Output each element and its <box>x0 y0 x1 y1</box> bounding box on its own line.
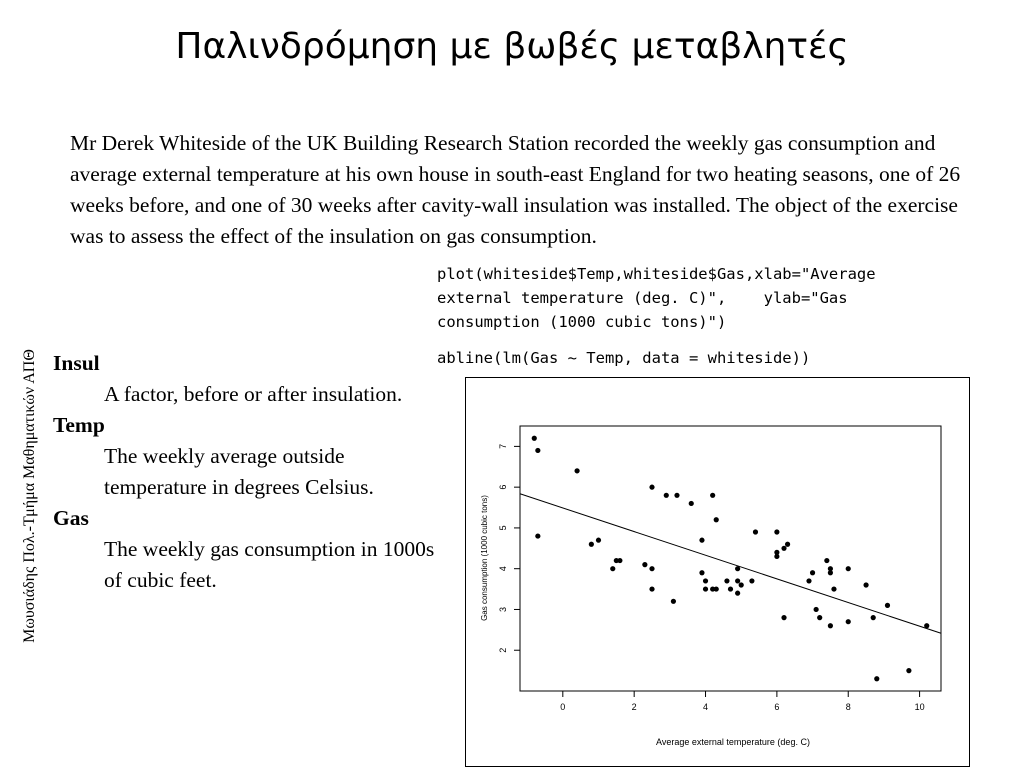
x-tick-label: 8 <box>845 702 851 712</box>
data-point <box>846 566 851 571</box>
data-point <box>846 619 851 624</box>
data-point <box>781 615 786 620</box>
data-point <box>806 578 811 583</box>
y-tick-label: 6 <box>498 484 508 490</box>
data-point <box>532 436 537 441</box>
data-point <box>739 582 744 587</box>
y-tick-label: 2 <box>498 647 508 653</box>
data-point <box>664 493 669 498</box>
data-point <box>781 546 786 551</box>
data-point <box>728 586 733 591</box>
data-point <box>535 448 540 453</box>
slide-title: Παλινδρόμηση με βωβές μεταβλητές <box>175 26 849 67</box>
data-point <box>649 566 654 571</box>
sidebar-author-note: Μωυσιάδης Πολ.-Τμήμα Μαθηματικών ΑΠΘ <box>21 349 38 643</box>
plot-frame <box>520 426 941 691</box>
data-point <box>642 562 647 567</box>
y-axis <box>498 444 520 653</box>
x-tick-label: 6 <box>774 702 780 712</box>
scatter-plot-panel <box>465 377 970 767</box>
data-point <box>724 578 729 583</box>
x-axis <box>560 691 924 712</box>
data-point <box>831 586 836 591</box>
data-points <box>532 436 930 682</box>
variable-term-insul: Insul <box>53 351 100 375</box>
data-point <box>671 599 676 604</box>
data-point <box>871 615 876 620</box>
data-point <box>885 603 890 608</box>
data-point <box>710 493 715 498</box>
data-point <box>714 586 719 591</box>
data-point <box>863 582 868 587</box>
data-point <box>828 623 833 628</box>
data-point <box>785 542 790 547</box>
data-point <box>689 501 694 506</box>
data-point <box>749 578 754 583</box>
data-point <box>828 570 833 575</box>
data-point <box>574 468 579 473</box>
y-axis-label: Gas consumption (1000 cubic tons) <box>480 495 489 621</box>
data-point <box>699 570 704 575</box>
data-point <box>814 607 819 612</box>
variable-list <box>53 348 443 596</box>
data-point <box>753 529 758 534</box>
data-point <box>735 578 740 583</box>
data-point <box>874 676 879 681</box>
data-point <box>824 558 829 563</box>
variable-desc-insul: A factor, before or after insulation. <box>104 382 403 406</box>
scatter-plot <box>466 378 969 766</box>
data-point <box>617 558 622 563</box>
data-point <box>714 517 719 522</box>
x-tick-label: 10 <box>914 702 925 712</box>
y-tick-label: 4 <box>498 566 508 572</box>
y-tick-label: 7 <box>498 443 508 449</box>
data-point <box>674 493 679 498</box>
code-plot-command: plot(whiteside$Temp,whiteside$Gas,xlab="Average external temperature (deg. C)", ylab="Gas consumption (1000 cubic tons)") <box>437 265 876 331</box>
variable-desc-temp: The weekly average outside temperature in degrees Celsius. <box>104 444 374 499</box>
variable-term-gas: Gas <box>53 506 89 530</box>
data-point <box>735 591 740 596</box>
data-point <box>810 570 815 575</box>
data-point <box>649 485 654 490</box>
data-point <box>924 623 929 628</box>
variable-desc-gas: The weekly gas consumption in 1000s of cubic feet. <box>104 537 435 592</box>
y-tick-label: 3 <box>498 606 508 612</box>
intro-paragraph: Mr Derek Whiteside of the UK Building Research Station recorded the weekly gas consumption and average external temperature at his own house in south-east England for two heating seasons, one of 26 weeks before, and one of 30 weeks after cavity-wall insulation was installed. The object of the exercise was to assess the effect of the insulation on gas consumption. <box>70 131 961 248</box>
data-point <box>735 566 740 571</box>
x-axis-label: Average external temperature (deg. C) <box>656 737 810 747</box>
data-point <box>774 554 779 559</box>
data-point <box>699 538 704 543</box>
x-tick-label: 2 <box>631 702 637 712</box>
data-point <box>596 538 601 543</box>
data-point <box>610 566 615 571</box>
data-point <box>906 668 911 673</box>
data-point <box>703 578 708 583</box>
data-point <box>703 586 708 591</box>
data-point <box>589 542 594 547</box>
y-tick-label: 5 <box>498 525 508 531</box>
data-point <box>649 586 654 591</box>
x-tick-label: 4 <box>703 702 709 712</box>
code-abline-command: abline(lm(Gas ~ Temp, data = whiteside)) <box>437 349 811 367</box>
data-point <box>817 615 822 620</box>
x-tick-label: 0 <box>560 702 566 712</box>
regression-line <box>520 494 941 634</box>
variable-term-temp: Temp <box>53 413 105 437</box>
data-point <box>774 529 779 534</box>
data-point <box>535 533 540 538</box>
